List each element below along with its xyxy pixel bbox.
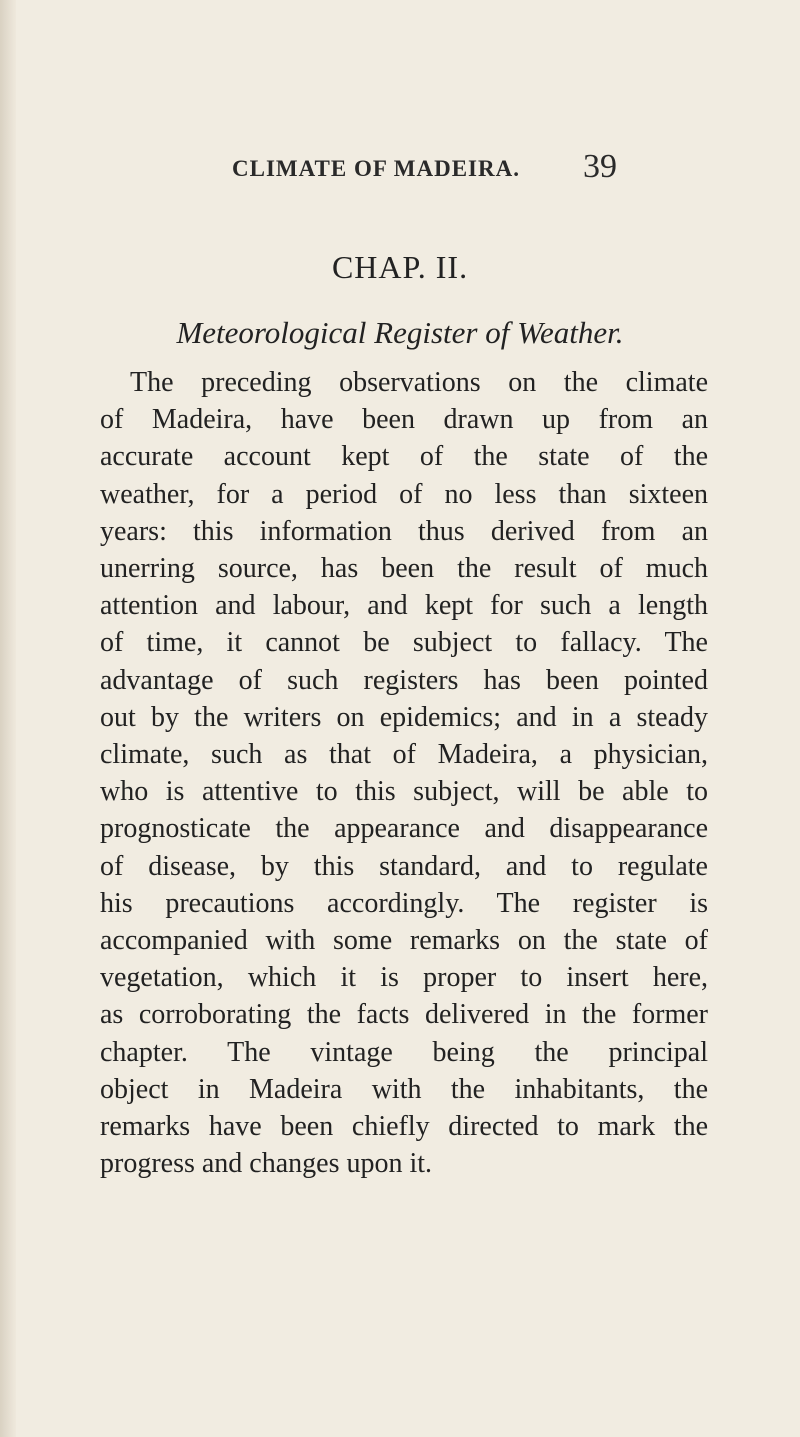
text-line: unerring source, has been the result of much bbox=[100, 553, 708, 585]
text-line: chapter. The vintage being the principal bbox=[100, 1036, 708, 1068]
text-line: vegetation, which it is proper to insert here, bbox=[100, 962, 708, 994]
body-paragraph bbox=[100, 364, 708, 1182]
text-line: weather, for a period of no less than sixteen bbox=[100, 478, 708, 510]
chapter-heading: CHAP. II. bbox=[331, 249, 469, 285]
text-line: prognosticate the appearance and disappearance bbox=[100, 813, 708, 845]
page-number: 39 bbox=[583, 148, 617, 185]
running-head bbox=[0, 148, 800, 188]
running-title: CLIMATE OF MADEIRA. bbox=[232, 156, 520, 181]
text-line: years: this information thus derived from an bbox=[100, 515, 708, 547]
text-line: his precautions accordingly. The register is bbox=[100, 887, 708, 919]
text-line: accompanied with some remarks on the state of bbox=[100, 925, 708, 957]
text-line: advantage of such registers has been pointed bbox=[100, 664, 708, 696]
text-line: climate, such as that of Madeira, a physician, bbox=[100, 739, 708, 771]
text-line: The preceding observations on the climate bbox=[130, 367, 708, 398]
text-line: remarks have been chiefly directed to mark the bbox=[100, 1111, 708, 1143]
text-line: as corroborating the facts delivered in the former bbox=[100, 999, 708, 1031]
text-line: progress and changes upon it. bbox=[100, 1148, 433, 1180]
page-edge bbox=[0, 0, 16, 1437]
text-line: attention and labour, and kept for such a length bbox=[100, 590, 708, 622]
text-line: out by the writers on epidemics; and in a steady bbox=[100, 701, 708, 733]
text-line: accurate account kept of the state of the bbox=[100, 441, 708, 473]
chapter-title: Meteorological Register of Weather. bbox=[176, 315, 624, 350]
text-line: of disease, by this standard, and to regulate bbox=[100, 850, 708, 882]
text-line: who is attentive to this subject, will be able to bbox=[100, 776, 708, 808]
text-line: of time, it cannot be subject to fallacy. The bbox=[100, 627, 708, 659]
text-line: of Madeira, have been drawn up from an bbox=[100, 404, 708, 436]
text-line: object in Madeira with the inhabitants, the bbox=[100, 1073, 708, 1105]
